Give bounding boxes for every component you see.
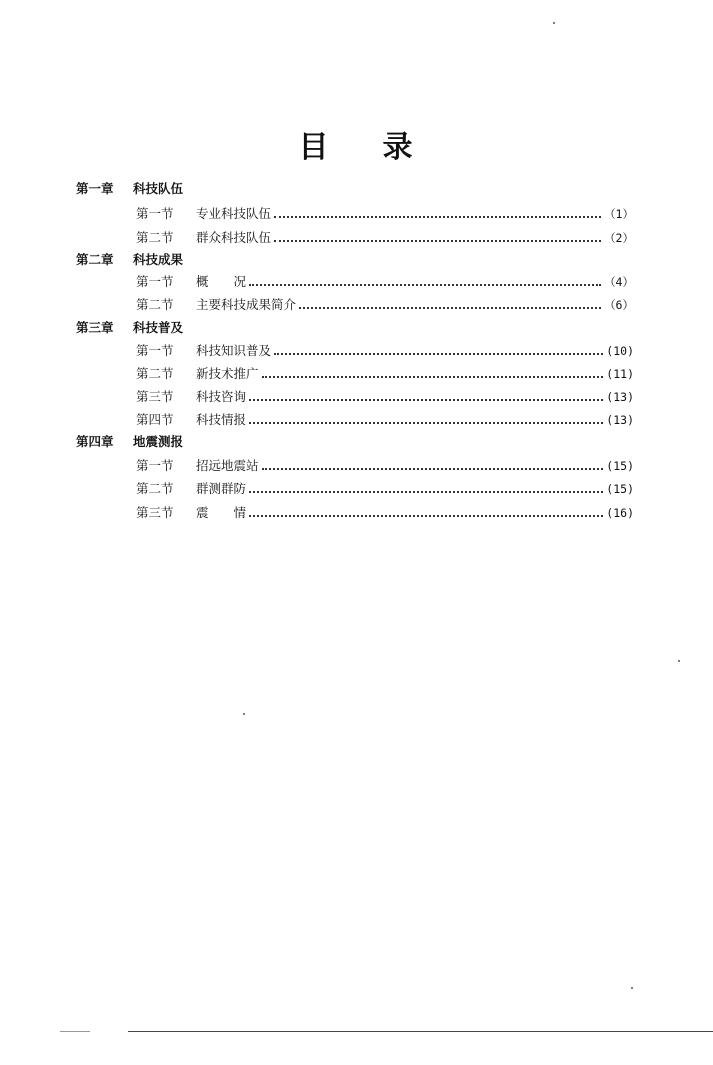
page-title: [0, 122, 713, 166]
page-number: (11): [606, 367, 634, 381]
dot-leader: [262, 375, 604, 378]
page-number: (16): [606, 506, 634, 520]
dot-leader: [274, 239, 601, 242]
section-title: 概 况: [196, 274, 247, 289]
dot-leader: [262, 467, 604, 470]
chapter-heading[interactable]: [76, 250, 183, 268]
page-number: (13): [606, 390, 634, 404]
page-number: （1）: [604, 207, 634, 221]
section-number: 第一节: [136, 274, 174, 289]
toc-entry[interactable]: [136, 456, 634, 474]
title-char-right: 录: [382, 130, 415, 165]
page-number: （2）: [604, 231, 634, 245]
section-number: 第二节: [136, 481, 174, 496]
page-number: (10): [606, 344, 634, 358]
section-number: 第四节: [136, 412, 174, 427]
scan-speck: [243, 713, 245, 715]
section-number: 第一节: [136, 343, 174, 358]
section-number: 第二节: [136, 230, 174, 245]
toc-entry[interactable]: [136, 341, 634, 359]
chapter-title: 地震测报: [133, 434, 184, 449]
page-number: (13): [606, 413, 634, 427]
section-title: 专业科技队伍: [196, 206, 272, 221]
title-char-left: 目: [298, 130, 331, 165]
dot-leader: [249, 514, 603, 517]
toc-entry[interactable]: [136, 479, 634, 497]
page-edge-rule: [128, 1031, 713, 1032]
chapter-number: 第二章: [76, 252, 114, 267]
toc-entry[interactable]: [136, 272, 634, 290]
chapter-number: 第三章: [76, 320, 114, 335]
section-number: 第二节: [136, 366, 174, 381]
section-title: 主要科技成果简介: [196, 297, 297, 312]
page-number: (15): [606, 482, 634, 496]
section-title: 群众科技队伍: [196, 230, 272, 245]
toc-entry[interactable]: [136, 295, 634, 313]
chapter-heading[interactable]: [76, 179, 183, 197]
chapter-title: 科技普及: [133, 320, 184, 335]
toc-entry[interactable]: [136, 503, 634, 521]
section-number: 第一节: [136, 206, 174, 221]
dot-leader: [249, 490, 603, 493]
scan-speck: [553, 22, 555, 24]
section-title: 群测群防: [196, 481, 247, 496]
dot-leader: [299, 306, 601, 309]
chapter-number: 第四章: [76, 434, 114, 449]
page-number: （6）: [604, 298, 634, 312]
chapter-number: 第一章: [76, 181, 114, 196]
chapter-heading[interactable]: [76, 432, 183, 450]
toc-entry[interactable]: [136, 228, 634, 246]
scan-speck: [678, 660, 680, 662]
section-title: 科技情报: [196, 412, 247, 427]
scan-speck: [631, 987, 633, 989]
chapter-title: 科技成果: [133, 252, 184, 267]
toc-entry[interactable]: [136, 364, 634, 382]
dot-leader: [249, 421, 603, 424]
section-title: 震 情: [196, 505, 247, 520]
toc-entry[interactable]: [136, 204, 634, 222]
chapter-title: 科技队伍: [133, 181, 184, 196]
section-title: 新技术推广: [196, 366, 259, 381]
section-number: 第三节: [136, 505, 174, 520]
dot-leader: [274, 352, 603, 355]
section-number: 第二节: [136, 297, 174, 312]
dot-leader: [249, 283, 601, 286]
section-title: 科技知识普及: [196, 343, 272, 358]
section-title: 招远地震站: [196, 458, 259, 473]
toc-entry[interactable]: [136, 410, 634, 428]
dot-leader: [249, 398, 603, 401]
page-number: (15): [606, 459, 634, 473]
section-number: 第三节: [136, 389, 174, 404]
page-edge-rule: [60, 1031, 90, 1032]
section-title: 科技咨询: [196, 389, 247, 404]
toc-entry[interactable]: [136, 387, 634, 405]
page-number: （4）: [604, 275, 634, 289]
dot-leader: [274, 215, 601, 218]
section-number: 第一节: [136, 458, 174, 473]
chapter-heading[interactable]: [76, 318, 183, 336]
